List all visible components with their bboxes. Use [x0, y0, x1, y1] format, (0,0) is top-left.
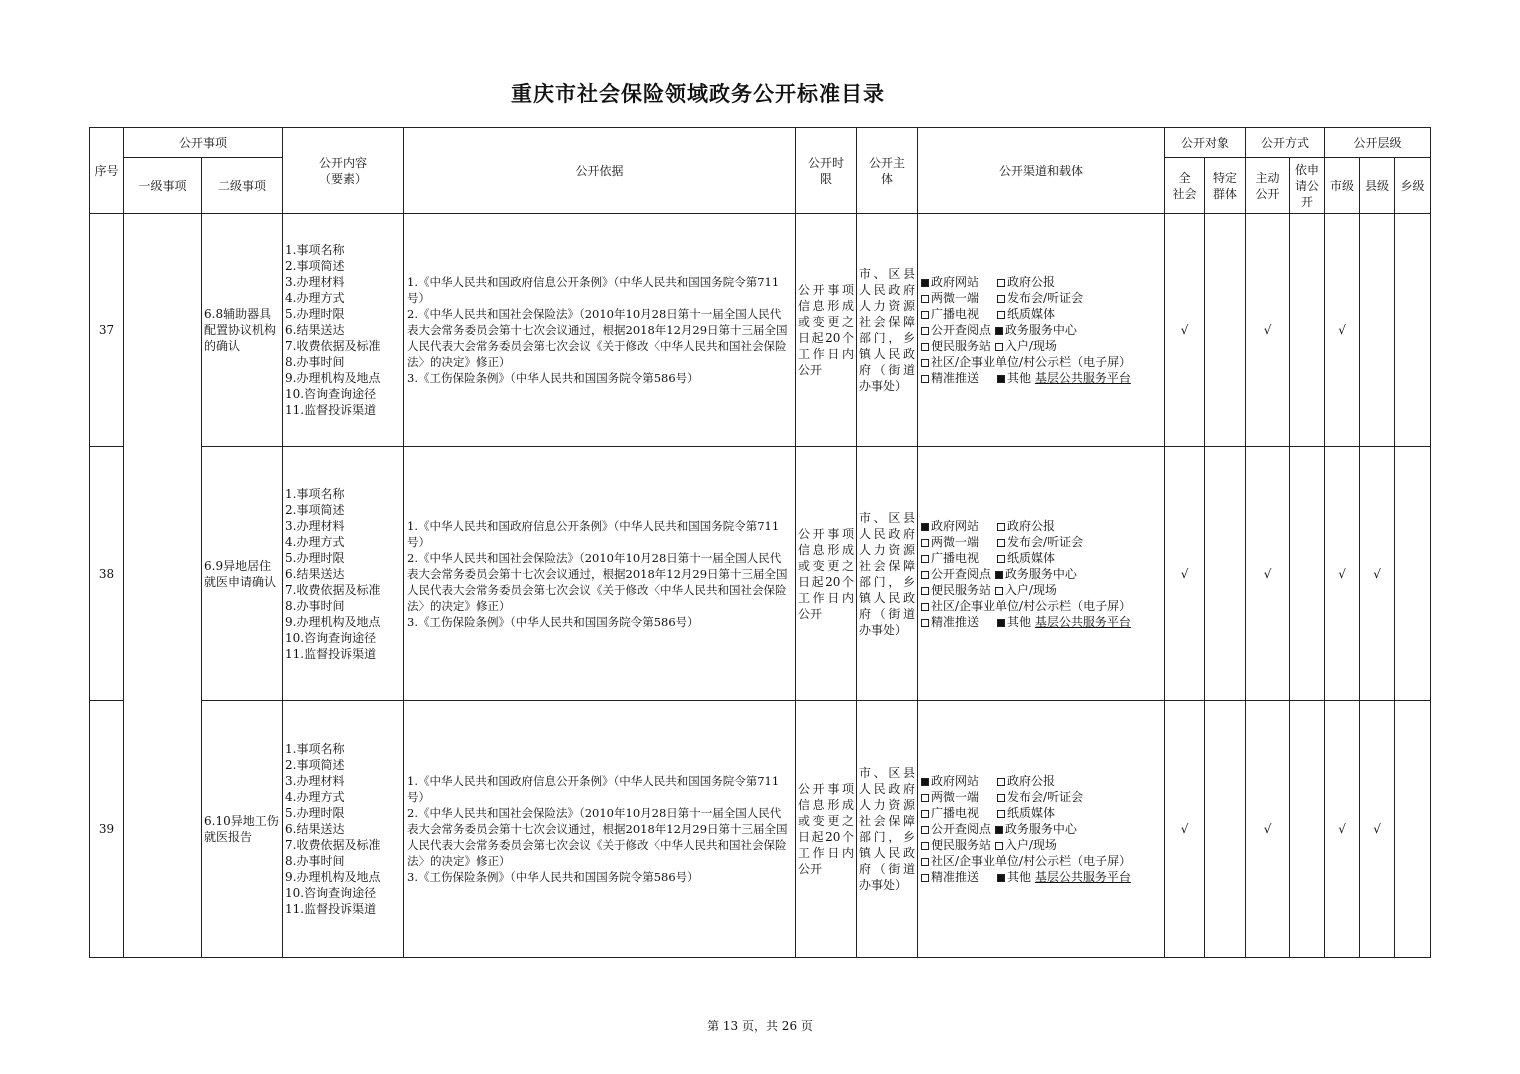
basis-cell: 1.《中华人民共和国政府信息公开条例》（中华人民共和国国务院令第711号） 2.《中华人民共和国社会保险法》（2010年10月28日第十一届全国人民代表大会常务委员会第十七次会议通过，根据2018年12月29日第十三届全国人民代表大会常务委员会第七次会议《关于修改〈中华人民共和国社会保险法〉的决定》修正） 3.《工伤保险条例》（中华人民共和国国务院令第586号）	[404, 214, 796, 447]
header-mode-active: 主动 公开	[1246, 158, 1290, 214]
unchecked-box-icon	[921, 539, 929, 547]
unchecked-box-icon	[921, 587, 929, 595]
unchecked-box-icon	[921, 327, 929, 335]
mode-request-mark	[1290, 701, 1325, 958]
header-mode-request: 依申 请公 开	[1290, 158, 1325, 214]
checked-box-icon	[921, 778, 929, 786]
checked-box-icon	[995, 826, 1003, 834]
level-town-mark	[1395, 447, 1431, 701]
level-city-mark: √	[1325, 701, 1360, 958]
unchecked-box-icon	[921, 826, 929, 834]
unchecked-box-icon	[997, 810, 1005, 818]
channel-cell: 政府网站 政府公报 两微一端 发布会/听证会 广播电视 纸质媒体 公开查阅点 政务服务中心 便民服务站 入户/现场 社区/企事业单位/村公示栏（电子屏） 精准推送 其他 基层公共服务平台	[918, 701, 1165, 958]
level-town-mark	[1395, 701, 1431, 958]
unchecked-box-icon	[997, 555, 1005, 563]
basis-cell: 1.《中华人民共和国政府信息公开条例》（中华人民共和国国务院令第711号） 2.《中华人民共和国社会保险法》（2010年10月28日第十一届全国人民代表大会常务委员会第十七次会议通过，根据2018年12月29日第十三届全国人民代表大会常务委员会第七次会议《关于修改〈中华人民共和国社会保险法〉的决定》修正） 3.《工伤保险条例》（中华人民共和国国务院令第586号）	[404, 701, 796, 958]
unchecked-box-icon	[921, 359, 929, 367]
unchecked-box-icon	[997, 794, 1005, 802]
header-level-group: 公开层级	[1325, 128, 1431, 158]
target-all-mark: √	[1165, 447, 1205, 701]
checked-box-icon	[921, 279, 929, 287]
header-target-all: 全 社会	[1165, 158, 1205, 214]
deadline-cell: 公开事项信息形成或变更之日起20个工作日内公开	[796, 214, 857, 447]
unchecked-box-icon	[921, 375, 929, 383]
mode-active-mark: √	[1246, 701, 1290, 958]
basis-cell: 1.《中华人民共和国政府信息公开条例》（中华人民共和国国务院令第711号） 2.《中华人民共和国社会保险法》（2010年10月28日第十一届全国人民代表大会常务委员会第十七次会议通过，根据2018年12月29日第十三届全国人民代表大会常务委员会第七次会议《关于修改〈中华人民共和国社会保险法〉的决定》修正） 3.《工伤保险条例》（中华人民共和国国务院令第586号）	[404, 447, 796, 701]
level1-cell	[124, 214, 202, 958]
header-row-1	[90, 128, 1431, 158]
header-subject: 公开主 体	[857, 128, 918, 214]
content-items-cell: 1.事项名称 2.事项简述 3.办理材料 4.办理方式 5.办理时限 6.结果送达 7.收费依据及标准 8.办事时间 9.办理机构及地点 10.咨询查询途径 11.监督投诉渠道	[283, 701, 404, 958]
unchecked-box-icon	[921, 842, 929, 850]
content-items-cell: 1.事项名称 2.事项简述 3.办理材料 4.办理方式 5.办理时限 6.结果送达 7.收费依据及标准 8.办事时间 9.办理机构及地点 10.咨询查询途径 11.监督投诉渠道	[283, 214, 404, 447]
header-seq: 序号	[90, 128, 124, 214]
unchecked-box-icon	[921, 874, 929, 882]
unchecked-box-icon	[921, 619, 929, 627]
unchecked-box-icon	[921, 858, 929, 866]
checked-box-icon	[997, 619, 1005, 627]
subitem-name-cell: 6.9异地居住就医申请确认	[202, 447, 283, 701]
channel-cell: 政府网站 政府公报 两微一端 发布会/听证会 广播电视 纸质媒体 公开查阅点 政务服务中心 便民服务站 入户/现场 社区/企事业单位/村公示栏（电子屏） 精准推送 其他 基层公共服务平台	[918, 447, 1165, 701]
header-channel: 公开渠道和载体	[918, 128, 1165, 214]
deadline-cell: 公开事项信息形成或变更之日起20个工作日内公开	[796, 447, 857, 701]
level-city-mark: √	[1325, 447, 1360, 701]
header-level2: 二级事项	[202, 158, 283, 214]
header-target-special: 特定 群体	[1205, 158, 1246, 214]
target-all-mark: √	[1165, 214, 1205, 447]
unchecked-box-icon	[997, 778, 1005, 786]
content-items-cell: 1.事项名称 2.事项简述 3.办理材料 4.办理方式 5.办理时限 6.结果送达 7.收费依据及标准 8.办事时间 9.办理机构及地点 10.咨询查询途径 11.监督投诉渠道	[283, 447, 404, 701]
seq-cell: 38	[90, 447, 124, 701]
checked-box-icon	[995, 327, 1003, 335]
unchecked-box-icon	[995, 343, 1003, 351]
subject-cell: 市、区县人民政府人力资源社会保障部门，乡镇人民政府（街道办事处）	[857, 447, 918, 701]
checked-box-icon	[995, 571, 1003, 579]
page-title: 重庆市社会保险领域政务公开标准目录	[511, 82, 885, 106]
target-special-mark	[1205, 447, 1246, 701]
target-all-mark: √	[1165, 701, 1205, 958]
seq-cell: 39	[90, 701, 124, 958]
unchecked-box-icon	[995, 842, 1003, 850]
header-level-town: 乡级	[1395, 158, 1431, 214]
mode-active-mark: √	[1246, 447, 1290, 701]
header-basis: 公开依据	[404, 128, 796, 214]
unchecked-box-icon	[997, 539, 1005, 547]
deadline-cell: 公开事项信息形成或变更之日起20个工作日内公开	[796, 701, 857, 958]
level-county-mark: √	[1360, 447, 1395, 701]
page-footer: 第 13 页，共 26 页	[707, 1019, 813, 1033]
checked-box-icon	[997, 375, 1005, 383]
seq-cell: 37	[90, 214, 124, 447]
checked-box-icon	[921, 523, 929, 531]
unchecked-box-icon	[997, 279, 1005, 287]
header-target-group: 公开对象	[1165, 128, 1246, 158]
table-row	[90, 447, 1431, 701]
header-level-county: 县级	[1360, 158, 1395, 214]
unchecked-box-icon	[921, 295, 929, 303]
mode-request-mark	[1290, 214, 1325, 447]
table-row	[90, 701, 1431, 958]
subject-cell: 市、区县人民政府人力资源社会保障部门，乡镇人民政府（街道办事处）	[857, 214, 918, 447]
mode-request-mark	[1290, 447, 1325, 701]
checked-box-icon	[997, 874, 1005, 882]
unchecked-box-icon	[997, 311, 1005, 319]
catalog-table	[89, 127, 1431, 958]
header-matter-group: 公开事项	[124, 128, 283, 158]
unchecked-box-icon	[921, 810, 929, 818]
unchecked-box-icon	[921, 603, 929, 611]
unchecked-box-icon	[921, 794, 929, 802]
level-city-mark: √	[1325, 214, 1360, 447]
unchecked-box-icon	[997, 295, 1005, 303]
header-level1: 一级事项	[124, 158, 202, 214]
table-row	[90, 214, 1431, 447]
subitem-name-cell: 6.8辅助器具配置协议机构的确认	[202, 214, 283, 447]
subitem-name-cell: 6.10异地工伤就医报告	[202, 701, 283, 958]
unchecked-box-icon	[921, 311, 929, 319]
target-special-mark	[1205, 701, 1246, 958]
level-county-mark	[1360, 214, 1395, 447]
unchecked-box-icon	[921, 343, 929, 351]
unchecked-box-icon	[921, 555, 929, 563]
mode-active-mark: √	[1246, 214, 1290, 447]
unchecked-box-icon	[921, 571, 929, 579]
unchecked-box-icon	[997, 523, 1005, 531]
header-content: 公开内容 （要素）	[283, 128, 404, 214]
header-level-city: 市级	[1325, 158, 1360, 214]
subject-cell: 市、区县人民政府人力资源社会保障部门，乡镇人民政府（街道办事处）	[857, 701, 918, 958]
channel-cell: 政府网站 政府公报 两微一端 发布会/听证会 广播电视 纸质媒体 公开查阅点 政务服务中心 便民服务站 入户/现场 社区/企事业单位/村公示栏（电子屏） 精准推送 其他 基层公共服务平台	[918, 214, 1165, 447]
header-deadline: 公开时 限	[796, 128, 857, 214]
level-county-mark: √	[1360, 701, 1395, 958]
target-special-mark	[1205, 214, 1246, 447]
level-town-mark	[1395, 214, 1431, 447]
unchecked-box-icon	[995, 587, 1003, 595]
header-mode-group: 公开方式	[1246, 128, 1325, 158]
